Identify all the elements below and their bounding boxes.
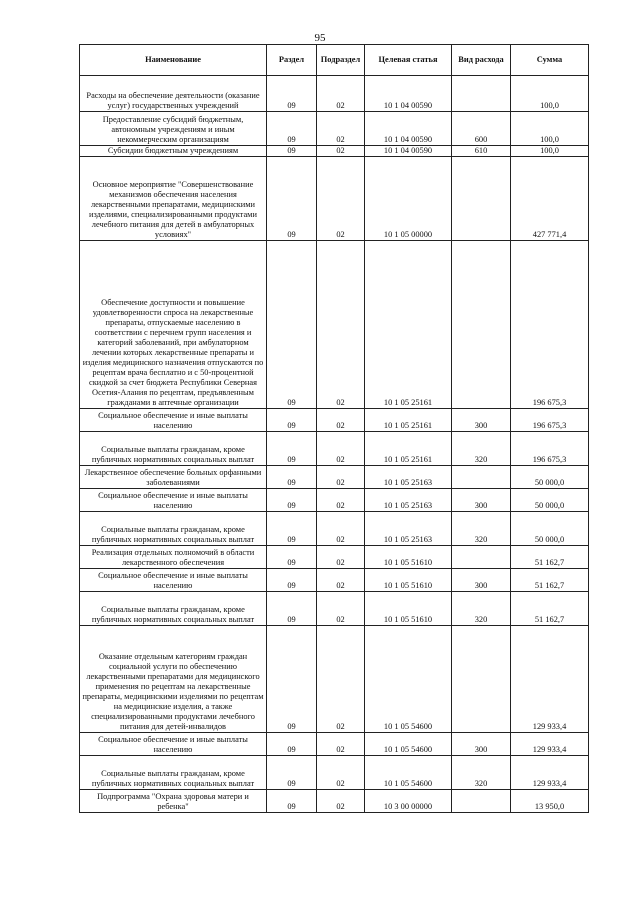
row-article-cell: 10 1 04 00590 xyxy=(365,76,452,112)
header-sum: Сумма xyxy=(511,45,589,76)
row-article-cell: 10 1 05 25161 xyxy=(365,241,452,409)
row-section-cell: 09 xyxy=(267,146,317,157)
row-name-cell: Социальные выплаты гражданам, кроме публичных нормативных социальных выплат xyxy=(80,756,267,790)
row-expense-cell: 320 xyxy=(452,756,511,790)
row-expense-cell: 320 xyxy=(452,432,511,466)
row-subsection-cell: 02 xyxy=(317,241,365,409)
header-subsection: Подраздел xyxy=(317,45,365,76)
row-article-cell: 10 1 04 00590 xyxy=(365,112,452,146)
row-expense-cell: 600 xyxy=(452,112,511,146)
row-sum-cell: 50 000,0 xyxy=(511,512,589,546)
row-article-cell: 10 1 05 25161 xyxy=(365,432,452,466)
header-section: Раздел xyxy=(267,45,317,76)
row-expense-cell xyxy=(452,626,511,733)
row-expense-cell xyxy=(452,546,511,569)
row-expense-cell xyxy=(452,157,511,241)
table-row xyxy=(80,146,589,157)
row-section-cell: 09 xyxy=(267,569,317,592)
row-sum-cell: 196 675,3 xyxy=(511,432,589,466)
row-expense-cell: 610 xyxy=(452,146,511,157)
row-subsection-cell: 02 xyxy=(317,146,365,157)
row-section-cell: 09 xyxy=(267,733,317,756)
row-section-cell: 09 xyxy=(267,626,317,733)
row-article-cell: 10 1 04 00590 xyxy=(365,146,452,157)
table-row xyxy=(80,112,589,146)
row-name-cell: Социальное обеспечение и иные выплаты населению xyxy=(80,569,267,592)
row-expense-cell xyxy=(452,466,511,489)
row-subsection-cell: 02 xyxy=(317,432,365,466)
table-body xyxy=(80,76,589,813)
table-row xyxy=(80,76,589,112)
table-row xyxy=(80,489,589,512)
row-subsection-cell: 02 xyxy=(317,512,365,546)
row-article-cell: 10 1 05 25163 xyxy=(365,512,452,546)
table-row xyxy=(80,241,589,409)
row-expense-cell: 300 xyxy=(452,569,511,592)
row-subsection-cell: 02 xyxy=(317,546,365,569)
row-name-cell: Реализация отдельных полномочий в области лекарственного обеспечения xyxy=(80,546,267,569)
row-expense-cell: 300 xyxy=(452,489,511,512)
row-sum-cell: 129 933,4 xyxy=(511,756,589,790)
row-subsection-cell: 02 xyxy=(317,592,365,626)
row-subsection-cell: 02 xyxy=(317,569,365,592)
table-row xyxy=(80,756,589,790)
row-section-cell: 09 xyxy=(267,466,317,489)
row-subsection-cell: 02 xyxy=(317,466,365,489)
row-expense-cell: 300 xyxy=(452,409,511,432)
budget-table xyxy=(79,44,589,813)
row-subsection-cell: 02 xyxy=(317,489,365,512)
row-section-cell: 09 xyxy=(267,409,317,432)
row-name-cell: Социальные выплаты гражданам, кроме публичных нормативных социальных выплат xyxy=(80,592,267,626)
row-sum-cell: 13 950,0 xyxy=(511,790,589,813)
row-name-cell: Социальные выплаты гражданам, кроме публичных нормативных социальных выплат xyxy=(80,512,267,546)
row-sum-cell: 100,0 xyxy=(511,76,589,112)
table-row xyxy=(80,466,589,489)
row-expense-cell: 320 xyxy=(452,592,511,626)
table-row xyxy=(80,432,589,466)
row-section-cell: 09 xyxy=(267,432,317,466)
row-name-cell: Лекарственное обеспечение больных орфанными заболеваниями xyxy=(80,466,267,489)
row-name-cell: Предоставление субсидий бюджетным, автономным учреждениям и иным некоммерческим организациям xyxy=(80,112,267,146)
row-section-cell: 09 xyxy=(267,112,317,146)
row-section-cell: 09 xyxy=(267,790,317,813)
row-subsection-cell: 02 xyxy=(317,733,365,756)
row-section-cell: 09 xyxy=(267,546,317,569)
row-sum-cell: 100,0 xyxy=(511,146,589,157)
row-section-cell: 09 xyxy=(267,157,317,241)
row-subsection-cell: 02 xyxy=(317,157,365,241)
row-section-cell: 09 xyxy=(267,592,317,626)
row-name-cell: Социальные выплаты гражданам, кроме публичных нормативных социальных выплат xyxy=(80,432,267,466)
table-header-row xyxy=(80,45,589,76)
row-section-cell: 09 xyxy=(267,241,317,409)
table-row xyxy=(80,546,589,569)
table-row xyxy=(80,790,589,813)
row-name-cell: Оказание отдельным категориям граждан социальной услуги по обеспечению лекарственными препаратами для медицинского применения по рецептам на лекарственные препараты, медицинскими изделиями по рецептам на медицинские изделия, а также специализированными продуктами лечебного питания для детей-инвалидов xyxy=(80,626,267,733)
row-sum-cell: 129 933,4 xyxy=(511,733,589,756)
row-name-cell: Субсидии бюджетным учреждениям xyxy=(80,146,267,157)
table-row xyxy=(80,512,589,546)
row-subsection-cell: 02 xyxy=(317,626,365,733)
row-subsection-cell: 02 xyxy=(317,76,365,112)
row-sum-cell: 51 162,7 xyxy=(511,569,589,592)
row-name-cell: Основное мероприятие "Совершенствование механизмов обеспечения населения лекарственными препаратами, медицинскими изделиями, специализированными продуктами лечебного питания для детей в амбулаторных условиях" xyxy=(80,157,267,241)
row-article-cell: 10 1 05 51610 xyxy=(365,569,452,592)
row-name-cell: Обеспечение доступности и повышение удовлетворенности спроса на лекарственные препараты, отпускаемые населению в соответствии с перечнем групп населения и категорий заболеваний, при амбулаторном лечении которых лекарственные препараты и изделия медицинского назначения отпускаются по рецептам врача бесплатно и с 50-процентной скидкой за счет бюджета Республики Северная Осетия-Алания по рецептам, предъявленным гражданами в аптечные организации xyxy=(80,241,267,409)
table-row xyxy=(80,733,589,756)
row-expense-cell: 320 xyxy=(452,512,511,546)
row-section-cell: 09 xyxy=(267,76,317,112)
row-article-cell: 10 1 05 25161 xyxy=(365,409,452,432)
row-article-cell: 10 1 05 54600 xyxy=(365,756,452,790)
page-number: 95 xyxy=(314,32,326,44)
row-sum-cell: 100,0 xyxy=(511,112,589,146)
row-name-cell: Расходы на обеспечение деятельности (оказание услуг) государственных учреждений xyxy=(80,76,267,112)
row-article-cell: 10 1 05 51610 xyxy=(365,592,452,626)
row-expense-cell xyxy=(452,76,511,112)
row-expense-cell xyxy=(452,790,511,813)
row-sum-cell: 50 000,0 xyxy=(511,466,589,489)
row-name-cell: Социальное обеспечение и иные выплаты населению xyxy=(80,733,267,756)
table-row xyxy=(80,569,589,592)
row-article-cell: 10 1 05 51610 xyxy=(365,546,452,569)
header-target-article: Целевая статья xyxy=(365,45,452,76)
table-row xyxy=(80,592,589,626)
row-sum-cell: 427 771,4 xyxy=(511,157,589,241)
header-name: Наименование xyxy=(80,45,267,76)
table-row xyxy=(80,409,589,432)
row-sum-cell: 129 933,4 xyxy=(511,626,589,733)
row-name-cell: Социальное обеспечение и иные выплаты населению xyxy=(80,409,267,432)
table-row xyxy=(80,157,589,241)
row-subsection-cell: 02 xyxy=(317,756,365,790)
row-expense-cell: 300 xyxy=(452,733,511,756)
row-subsection-cell: 02 xyxy=(317,790,365,813)
row-article-cell: 10 1 05 54600 xyxy=(365,626,452,733)
row-section-cell: 09 xyxy=(267,756,317,790)
row-expense-cell xyxy=(452,241,511,409)
row-section-cell: 09 xyxy=(267,512,317,546)
row-article-cell: 10 1 05 00000 xyxy=(365,157,452,241)
row-name-cell: Подпрограмма "Охрана здоровья матери и ребенка" xyxy=(80,790,267,813)
table-row xyxy=(80,626,589,733)
row-subsection-cell: 02 xyxy=(317,112,365,146)
row-sum-cell: 196 675,3 xyxy=(511,241,589,409)
row-section-cell: 09 xyxy=(267,489,317,512)
row-sum-cell: 51 162,7 xyxy=(511,592,589,626)
row-name-cell: Социальное обеспечение и иные выплаты населению xyxy=(80,489,267,512)
row-sum-cell: 196 675,3 xyxy=(511,409,589,432)
header-expense-type: Вид расхода xyxy=(452,45,511,76)
row-article-cell: 10 1 05 25163 xyxy=(365,489,452,512)
row-article-cell: 10 3 00 00000 xyxy=(365,790,452,813)
row-sum-cell: 51 162,7 xyxy=(511,546,589,569)
row-article-cell: 10 1 05 54600 xyxy=(365,733,452,756)
row-article-cell: 10 1 05 25163 xyxy=(365,466,452,489)
row-subsection-cell: 02 xyxy=(317,409,365,432)
row-sum-cell: 50 000,0 xyxy=(511,489,589,512)
